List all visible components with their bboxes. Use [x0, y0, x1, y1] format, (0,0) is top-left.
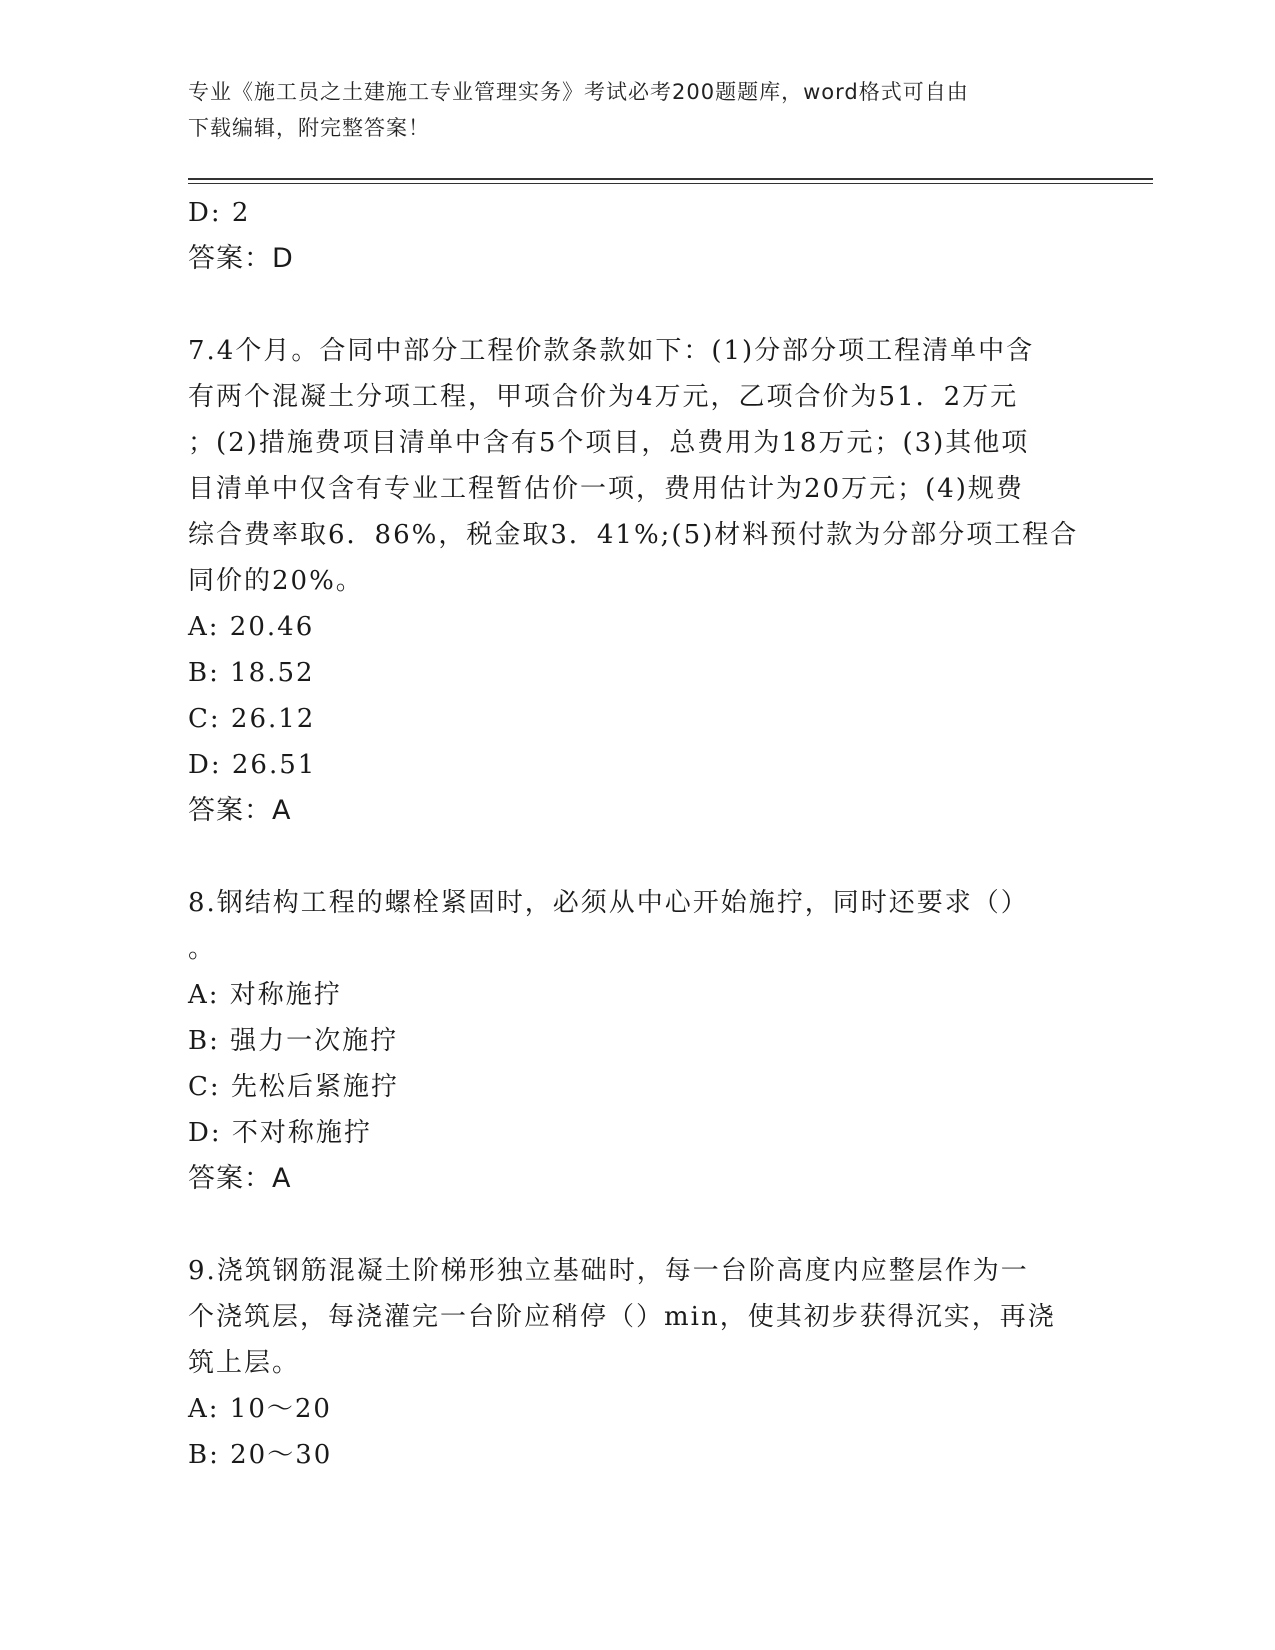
question-stem-line: 7.4个月。合同中部分工程价款条款如下：(1)分部分项工程清单中含 — [188, 336, 1035, 366]
question-stem-line: 筑上层。 — [188, 1348, 301, 1378]
question-9 — [188, 1248, 1088, 1478]
option-b: B: 强力一次施拧 — [188, 1026, 399, 1056]
question-stem-line: ；(2)措施费项目清单中含有5个项目，总费用为18万元；(3)其他项 — [188, 428, 1030, 458]
spacer — [188, 282, 1088, 328]
option-c: C: 26.12 — [188, 704, 316, 734]
document-header — [188, 74, 1078, 146]
option-c: C: 先松后紧施拧 — [188, 1072, 399, 1102]
option-d: D: 不对称施拧 — [188, 1118, 372, 1148]
question-stem-line: 有两个混凝土分项工程，甲项合价为4万元，乙项合价为51．2万元 — [188, 382, 1019, 412]
header-line-1: 专业《施工员之土建施工专业管理实务》考试必考200题题库，word格式可自由 — [188, 80, 969, 104]
question-stem-line: 目清单中仅含有专业工程暂估价一项，费用估计为20万元；(4)规费 — [188, 474, 1024, 504]
question-stem-line: 8.钢结构工程的螺栓紧固时，必须从中心开始施拧，同时还要求（） — [188, 888, 1029, 918]
question-7 — [188, 328, 1088, 834]
question-8 — [188, 880, 1088, 1202]
header-line-2: 下载编辑，附完整答案！ — [188, 116, 430, 140]
spacer — [188, 834, 1088, 880]
header-rule-thin — [188, 183, 1153, 184]
option-a: A: 20.46 — [188, 612, 315, 642]
question-stem-line: 。 — [188, 934, 217, 964]
option-d: D: 26.51 — [188, 750, 317, 780]
option-b: B: 18.52 — [188, 658, 315, 688]
answer: 答案：A — [188, 795, 292, 826]
document-body — [188, 190, 1088, 1478]
option-a: A: 10～20 — [188, 1394, 332, 1424]
answer: 答案：A — [188, 1163, 292, 1194]
answer: 答案：D — [188, 243, 294, 274]
spacer — [188, 1202, 1088, 1248]
option-d: D: 2 — [188, 198, 251, 228]
question-stem-line: 9.浇筑钢筋混凝土阶梯形独立基础时，每一台阶高度内应整层作为一 — [188, 1256, 1029, 1286]
question-stem-line: 综合费率取6．86%，税金取3．41%;(5)材料预付款为分部分项工程合 — [188, 520, 1079, 550]
question-stem-line: 同价的20%。 — [188, 566, 364, 596]
option-a: A: 对称施拧 — [188, 980, 342, 1010]
question-6-tail — [188, 190, 1088, 282]
option-b: B: 20～30 — [188, 1440, 333, 1470]
header-rule-thick — [188, 178, 1153, 180]
question-stem-line: 个浇筑层，每浇灌完一台阶应稍停（）min，使其初步获得沉实，再浇 — [188, 1302, 1056, 1332]
